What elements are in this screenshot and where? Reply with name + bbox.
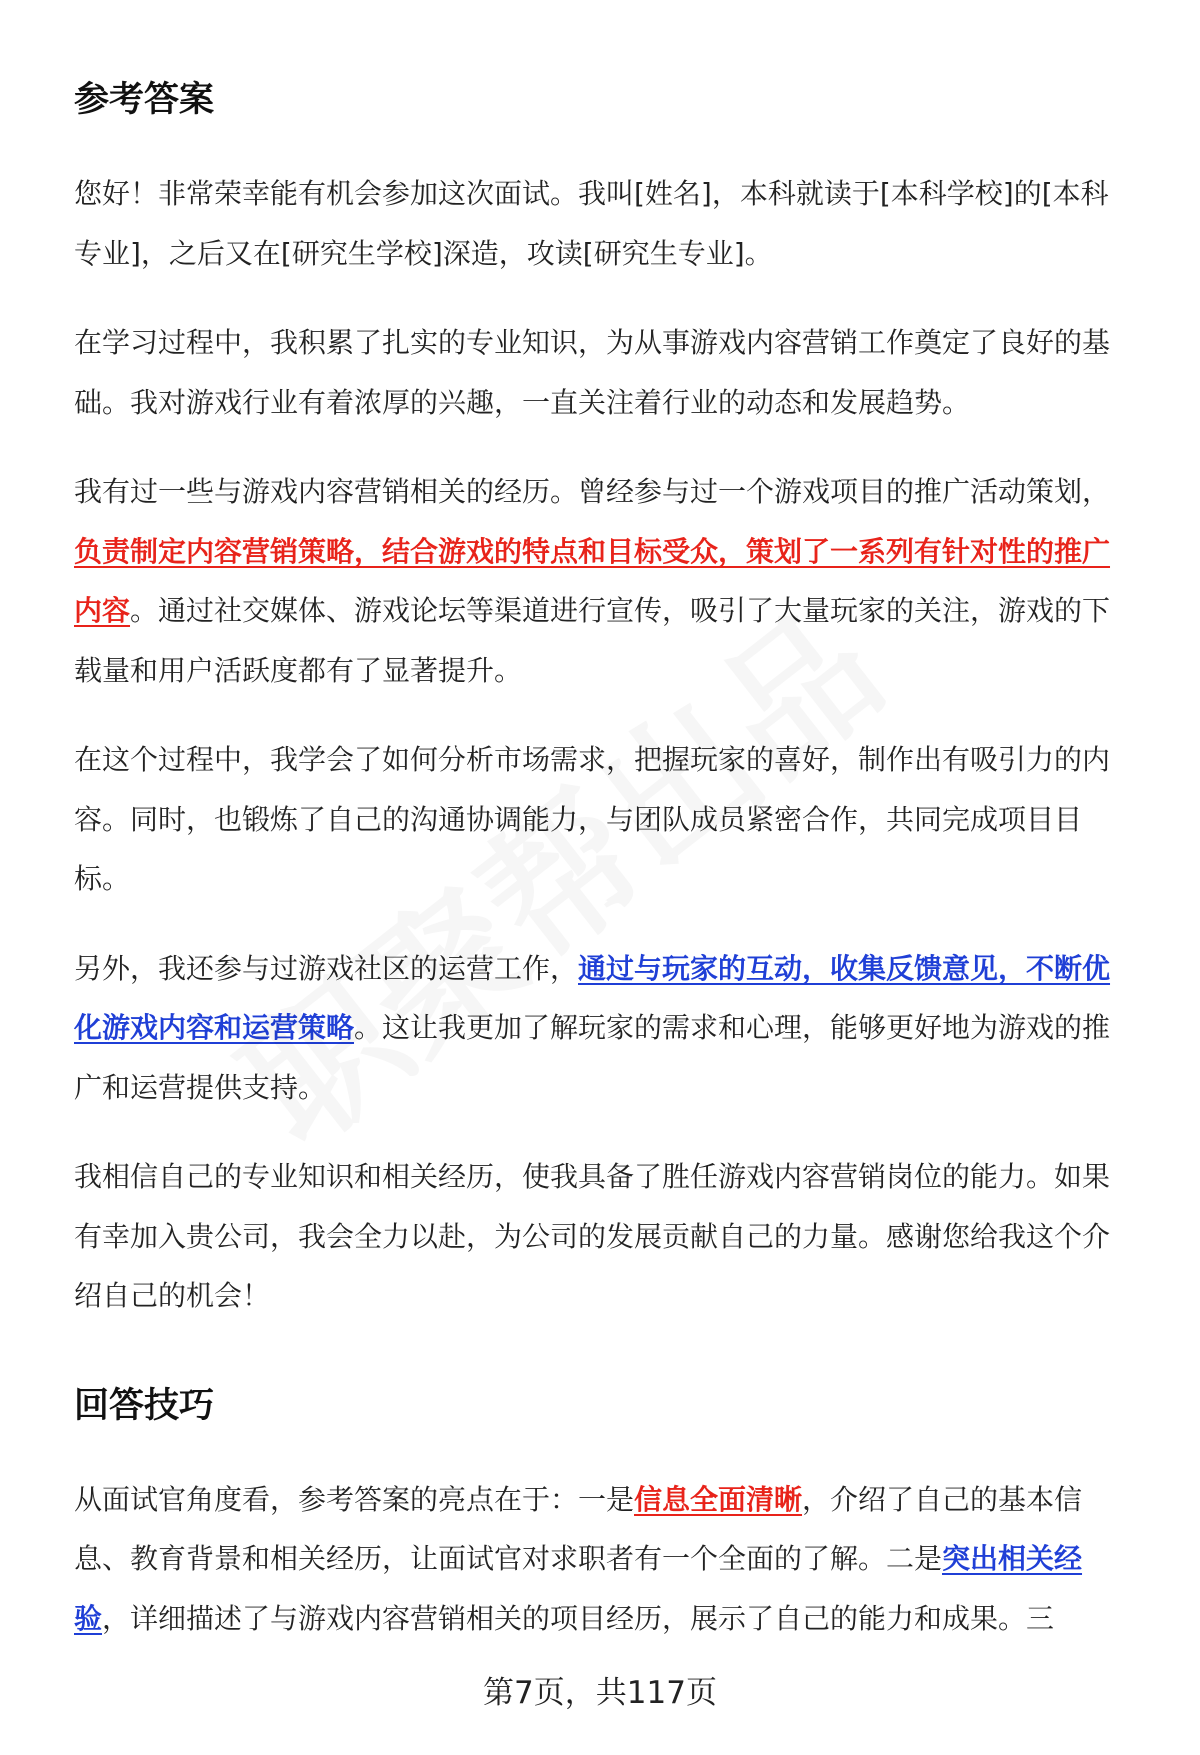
section-title-reference-answer: 参考答案 (74, 80, 215, 120)
text-segment: ，详细描述了与游戏内容营销相关的项目经历，展示了自己的能力和成果。三 (102, 1601, 1055, 1635)
text-segment: 从面试官角度看，参考答案的亮点在于：一是 (74, 1482, 635, 1516)
text-segment: ，介绍了自己的基本信息、教育背景和相关经历，让面试官对求职者有一个全面的了解。二是 (74, 1482, 1083, 1575)
paragraph (74, 939, 1134, 1118)
paragraph (74, 164, 1134, 283)
page-number: 第7页，共117页 (483, 1675, 717, 1711)
text-segment: 在学习过程中，我积累了扎实的专业知识，为从事游戏内容营销工作奠定了良好的基础。我对游戏行业有着浓厚的兴趣，一直关注着行业的动态和发展趋势。 (74, 326, 1111, 419)
paragraph (74, 462, 1134, 700)
text-segment: 另外，我还参与过游戏社区的运营工作， (74, 951, 579, 985)
paragraph (74, 313, 1134, 432)
highlight-red: 信息全面清晰 (634, 1482, 803, 1516)
text-segment: 在这个过程中，我学会了如何分析市场需求，把握玩家的喜好，制作出有吸引力的内容。同时，也锻炼了自己的沟通协调能力，与团队成员紧密合作，共同完成项目目标。 (74, 743, 1111, 895)
text-segment: 。这让我更加了解玩家的需求和心理，能够更好地为游戏的推广和运营提供支持。 (74, 1011, 1111, 1104)
paragraph (74, 1470, 1134, 1649)
text-segment: 我相信自己的专业知识和相关经历，使我具备了胜任游戏内容营销岗位的能力。如果有幸加入贵公司，我会全力以赴，为公司的发展贡献自己的力量。感谢您给我这个介绍自己的机会！ (74, 1160, 1111, 1312)
text-segment: 您好！非常荣幸能有机会参加这次面试。我叫[姓名]，本科就读于[本科学校]的[本科专业]，之后又在[研究生学校]深造，攻读[研究生专业]。 (74, 177, 1109, 270)
paragraph (74, 1147, 1134, 1326)
highlight-blue: 突出相关经验 (74, 1542, 1083, 1635)
section-title-answer-tips: 回答技巧 (74, 1385, 215, 1426)
text-segment: 。通过社交媒体、游戏论坛等渠道进行宣传，吸引了大量玩家的关注，游戏的下载量和用户活跃度都有了显著提升。 (74, 594, 1111, 687)
text-segment: 我有过一些与游戏内容营销相关的经历。曾经参与过一个游戏项目的推广活动策划， (74, 475, 1111, 508)
highlight-red: 负责制定内容营销策略，结合游戏的特点和目标受众，策划了一系列有针对性的推广内容 (74, 534, 1111, 627)
paragraph (74, 730, 1134, 909)
highlight-blue: 通过与玩家的互动，收集反馈意见，不断优化游戏内容和运营策略 (74, 951, 1111, 1044)
